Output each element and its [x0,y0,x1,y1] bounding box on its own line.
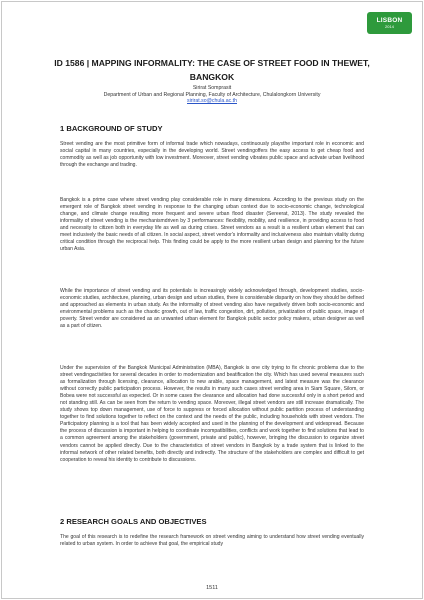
paragraph-2: Bangkok is a prime case where street vending play considerable role in many dimensions. According to the previous study on the emergent role of Bangkok street vending in response to the changing urban context due to socio-economic change, technological change, and climate change resulting more frequent and severe urban flood disaster (Sereerat, 2013). The study revealed the informality of street vending is the mechanismdriven by 3 performances: flexibility, mobility, and resilience, in providing access to food and necessity to citizen both in everyday life as well as during crises. Street vendors as a result is a resilient urban element that can meet inclusively the basic needs of all citizen. In social aspect, street vendor's informality and inclusiveness also maintain vitality during critical condition through the reciprocal help. This finding could be apply to the more resilient urban design and planning for the future urban Asia. [60,197,364,253]
paragraph-3: While the importance of street vending and its potentials is increasingly widely acknowledged through, development studies, socio-economic studies, architecture, planning, urban design and urban studies, there is considerable disparity on how they should be defined and approached as elements in urban study. As the informality of street vending also have negatively driven both socio-economic and environmental problems such as the chaotic growth, out of law, traffic congestion, dirt, pollution, privatization of public space, image of poverty. Street vendor are considered as an unwanted urban element for Bangkok public sector policy makers, urban designer as well as a part of citizen. [60,288,364,330]
paper-title: ID 1586 | MAPPING INFORMALITY: THE CASE OF STREET FOOD IN THEWET, BANGKOK [54,58,370,82]
paragraph-4: Under the supervision of the Bangkok Municipal Administration (MBA), Bangkok is one city trying to fix chronic problems due to the street vendingactivities for several decades in order to modernization and beatification the city. Which has used several measures such as formalization through licensing, clearance, allocation to new arable, space management, and latest measure was the clearance without correctly public participation process. However, the results in many such cases street vending area in Siam Square, Silom, or Bobea were not successful as expected. Or in some cases the clearance and allocation had done successful only in a short period and not standing still. As can be seen from the return to vending space. Moreover, illegal street vendors are still increase dramatically. The study shows top down management, use of force to suppress or forced allocation without public partition process of understanding together to find solutions together to reflect on the context and the needs of the public, including households with street vendors. The Participatory planning is a tool that has been widely accepted and used in the planning of the development and widespread. Because the process of discussion is important in helping to coordinate incompatibilities, conflicts and work together to find solutions that lead to a common agreement among the stakeholders (government, private and public), however, bringing the discussion to organize street vendors cannot be applied directly. Due to the characteristics of street vendors in Bangkok by a trade system that is linked to the informal network of other related benefits, both directly and indirectly. The structure of the stakeholders are complex and difficult to get cooperation to reveal his identity to contribute to discussions. [60,365,364,463]
page-number: 1511 [206,585,218,591]
logo-main-text: LISBON [376,17,403,24]
section-heading-research-goals: 2 RESEARCH GOALS AND OBJECTIVES [60,517,207,526]
section-heading-background: 1 BACKGROUND OF STUDY [60,124,163,133]
paragraph-5: The goal of this research is to redefine the research framework on street vending aiming to understand how street vending eventually related to urban system. In order to achieve that goal, the empirical study [60,534,364,548]
author-email-link[interactable]: sirirat.so@chula.ac.th [187,98,237,104]
conference-logo [367,12,412,34]
author-affiliation: Department of Urban and Regional Planning, Faculty of Architecture, Chulalongkorn University [103,92,321,98]
author-name: Sirirat Somprasit [192,85,232,91]
paragraph-1: Street vending are the most primitive form of informal trade which nowadays, continuously playsthe important role in economic and social capital in many countries, especially in the developing world. Street vendingoffers the easy access to get cheap food and commodity as well as job opportunity with low investment. Moreover, street vending vibrates public space and activate urban livelihood through the exchange and trading. [60,141,364,169]
logo-sub-text: 2014 [385,24,394,29]
